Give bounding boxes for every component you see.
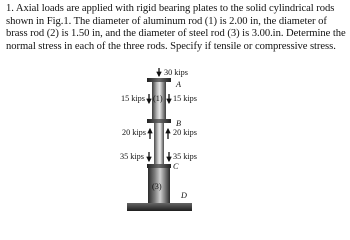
bearing-plate-c xyxy=(147,164,171,168)
rod-label-3: (3) xyxy=(152,182,162,191)
load-label-top: 30 kips xyxy=(164,68,188,77)
point-label-a: A xyxy=(176,80,182,89)
rod-label-1: (1) xyxy=(153,94,163,103)
bearing-plate-a xyxy=(147,78,171,82)
load-label-right-3: 35 kips xyxy=(173,152,197,161)
point-label-d: D xyxy=(181,191,187,200)
base-plate-d xyxy=(127,203,192,211)
load-label-right-1: 15 kips xyxy=(173,94,197,103)
load-label-left-2: 20 kips xyxy=(122,128,146,137)
problem-statement: 1. Axial loads are applied with rigid bearing plates to the solid cylindrical rods shown in Fig.1. The diameter of aluminum rod (1) is 2.00 in, the diameter of brass rod (2) is 1.50 in, and the diameter of steel rod (3) is 3.00.in. Determine the normal stress in each of the three rods. Specify if tensile or compressive stress. xyxy=(6,3,346,52)
point-label-c: C xyxy=(173,162,179,171)
load-label-right-2: 20 kips xyxy=(173,128,197,137)
load-label-left-1: 15 kips xyxy=(121,94,145,103)
bearing-plate-b xyxy=(147,119,171,123)
rod-2-brass xyxy=(154,123,164,164)
point-label-b: B xyxy=(176,119,182,128)
load-label-left-3: 35 kips xyxy=(120,152,144,161)
